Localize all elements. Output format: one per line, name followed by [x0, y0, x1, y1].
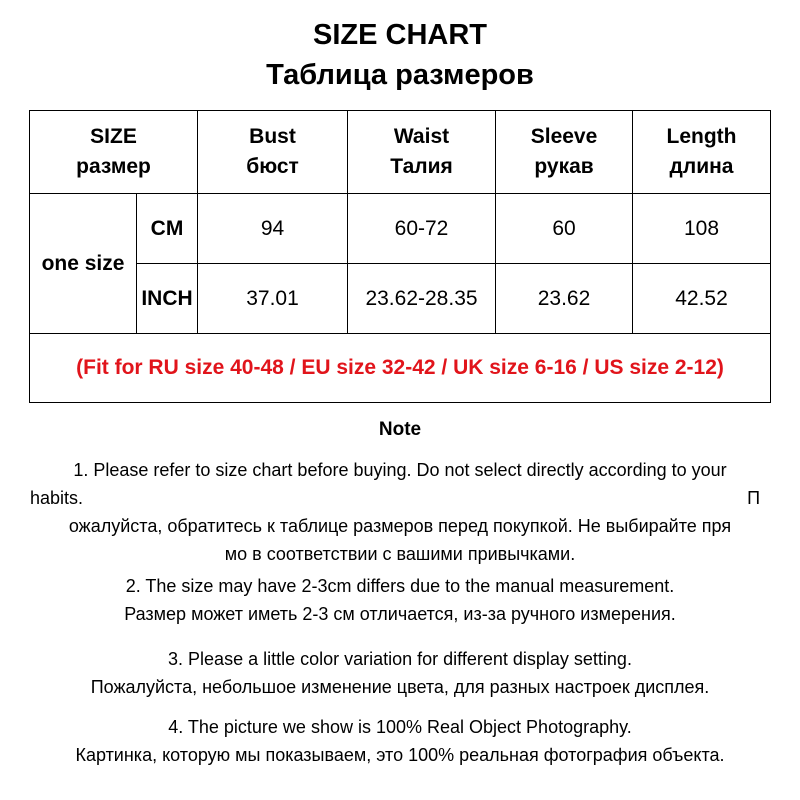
note-item-3 — [30, 645, 770, 701]
page-title: SIZE CHART — [313, 19, 487, 51]
note-item-2 — [30, 572, 770, 628]
note-1-en-line-1: 1. Please refer to size chart before buying. Do not select directly according to your — [73, 460, 727, 480]
unit-cell: CM — [137, 194, 198, 264]
waist-value: 60-72 — [348, 194, 496, 264]
note-1-ru-start: П — [747, 488, 760, 508]
bust-value: 37.01 — [198, 264, 348, 334]
size-label-cell: one size — [30, 194, 137, 334]
note-item-4 — [30, 713, 770, 769]
note-3-ru: Пожалуйста, небольшое изменение цвета, для разных настроек дисплея. — [90, 677, 710, 697]
header-sleeve-en: Sleeve — [530, 125, 598, 148]
header-bust-ru: бюст — [246, 155, 299, 178]
table-row — [30, 194, 771, 264]
header-size-ru: размер — [76, 155, 151, 178]
table-header-row — [30, 111, 771, 194]
header-length — [633, 111, 771, 194]
header-bust — [198, 111, 348, 194]
note-1-en-line-2: habits. — [30, 488, 84, 508]
note-2-ru: Размер может иметь 2-3 см отличается, из-за ручного измерения. — [124, 604, 676, 624]
header-sleeve-ru: рукав — [534, 155, 594, 178]
header-length-en: Length — [666, 125, 737, 148]
header-waist-en: Waist — [393, 125, 450, 148]
note-4-ru: Картинка, которую мы показываем, это 100% реальная фотография объекта. — [75, 745, 725, 765]
size-table — [29, 110, 771, 403]
note-2-en: 2. The size may have 2-3cm differs due to the manual measurement. — [125, 576, 675, 596]
header-waist-ru: Талия — [390, 155, 453, 178]
header-size-en: SIZE — [90, 125, 137, 148]
header-waist — [348, 111, 496, 194]
length-value: 108 — [633, 194, 771, 264]
waist-value: 23.62-28.35 — [348, 264, 496, 334]
note-item-1 — [30, 456, 770, 568]
note-1-ru-line-2: мо в соответствии с вашими привычками. — [224, 544, 576, 564]
note-heading: Note — [378, 419, 422, 440]
fit-row — [30, 334, 771, 403]
note-3-en: 3. Please a little color variation for different display setting. — [168, 649, 632, 669]
unit-cell: INCH — [137, 264, 198, 334]
bust-value: 94 — [198, 194, 348, 264]
header-length-ru: длина — [669, 155, 734, 178]
header-bust-en: Bust — [249, 125, 296, 148]
note-1-ru-line-1: ожалуйста, обратитесь к таблице размеров перед покупкой. Не выбирайте пря — [68, 516, 732, 536]
fit-note: (Fit for RU size 40-48 / EU size 32-42 / UK size 6-16 / US size 2-12) — [30, 334, 771, 403]
note-1-line-2 — [30, 484, 770, 512]
header-size — [30, 111, 198, 194]
table-row — [30, 264, 771, 334]
page-subtitle: Таблица размеров — [266, 59, 534, 91]
length-value: 42.52 — [633, 264, 771, 334]
header-sleeve — [496, 111, 633, 194]
sleeve-value: 60 — [496, 194, 633, 264]
sleeve-value: 23.62 — [496, 264, 633, 334]
note-4-en: 4. The picture we show is 100% Real Object Photography. — [168, 717, 632, 737]
